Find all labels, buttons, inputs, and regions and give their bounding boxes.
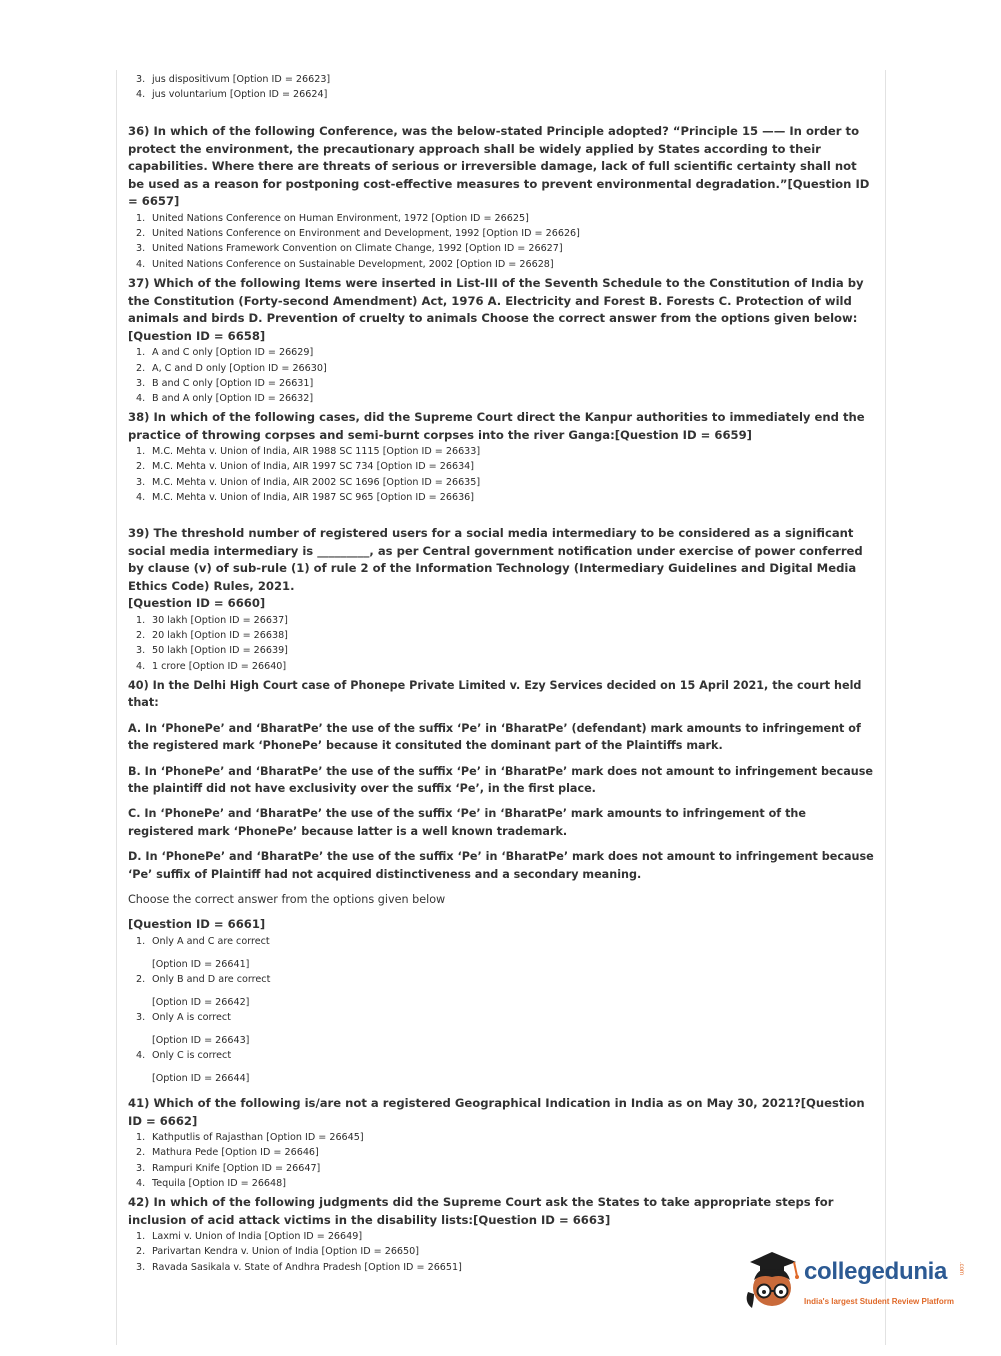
option-text: Rampuri Knife [Option ID = 26647] [152,1162,321,1174]
option-item [136,1176,875,1191]
question-id: [Question ID = 6661] [128,917,266,932]
question-39 [127,525,875,674]
option-item [136,241,875,256]
option-number: 4. [136,491,146,503]
option-text: Only B and D are correct [152,974,271,986]
option-item [136,226,875,241]
option-number: 2. [136,1246,146,1258]
option-item [136,391,875,406]
option-item [136,659,875,674]
option-id: [Option ID = 26643] [152,1035,250,1047]
question-37 [127,275,875,406]
option-number: 2. [136,362,146,374]
option-number: 1. [136,446,146,458]
logo-wordmark: collegedunia [804,1258,948,1285]
option-list [127,72,875,102]
question-text: 38) In which of the following cases, did the Supreme Court direct the Kanpur authorities to immediately end the practice of throwing corpses and semi-burnt corpses into the river Ganga:[Question ID = 6659] [128,410,865,442]
option-item [136,257,875,272]
option-number: 3. [136,476,146,488]
option-number: 3. [136,1261,146,1273]
option-text: Ravada Sasikala v. State of Andhra Pradesh [Option ID = 26651] [152,1261,462,1273]
option-text: United Nations Conference on Sustainable Development, 2002 [Option ID = 26628] [152,258,554,270]
option-item [136,475,875,490]
option-text: Tequila [Option ID = 26648] [152,1177,286,1189]
option-text: A and C only [Option ID = 26629] [152,347,314,359]
option-item [136,490,875,505]
statement-b: B. In ‘PhonePe’ and ‘BharatPe’ the use of the suffix ‘Pe’ in ‘BharatPe’ mark does not amount to infringement because the plaintiff did not have exclusivity over the suffix ‘Pe’, in the first place. [128,764,874,796]
option-number: 1. [136,212,146,224]
option-list [127,1130,875,1191]
option-number: 4. [136,1177,146,1189]
option-item [136,1161,875,1176]
option-item [136,211,875,226]
option-text: Only A is correct [152,1012,231,1024]
question-id: [Question ID = 6660] [128,596,266,611]
option-number: 3. [136,243,146,255]
question-38 [127,409,875,505]
option-text: M.C. Mehta v. Union of India, AIR 1997 SC 734 [Option ID = 26634] [152,461,475,473]
option-number: 3. [136,1012,146,1024]
option-text: 30 lakh [Option ID = 26637] [152,614,288,626]
option-number: 2. [136,228,146,240]
option-text: 1 crore [Option ID = 26640] [152,660,287,672]
question-35-tail [127,72,875,102]
option-item [136,1229,875,1244]
option-number: 1. [136,1231,146,1243]
option-item [136,643,875,658]
option-text: B and A only [Option ID = 26632] [152,392,314,404]
option-number: 1. [136,614,146,626]
option-number: 4. [136,392,146,404]
option-item [136,376,875,391]
logo-tagline: India's largest Student Review Platform [804,1297,954,1306]
option-text: United Nations Framework Convention on Climate Change, 1992 [Option ID = 26627] [152,243,563,255]
choose-instruction: Choose the correct answer from the options given below [128,893,446,907]
option-item [136,459,875,474]
option-text: United Nations Conference on Environment and Development, 1992 [Option ID = 26626] [152,228,580,240]
statement-c: C. In ‘PhonePe’ and ‘BharatPe’ the use of the suffix ‘Pe’ in ‘BharatPe’ mark amounts to infringement of the registered mark ‘PhonePe’ because latter is a well known trademark. [128,807,806,838]
question-41 [127,1095,875,1191]
option-item [136,613,875,628]
question-text: 41) Which of the following is/are not a registered Geographical Indication in India as on May 30, 2021?[Question ID = 6662] [128,1096,865,1128]
option-item [136,934,875,949]
option-list [127,934,875,1086]
option-number: 4. [136,1050,146,1062]
option-text: Only A and C are correct [152,936,270,948]
collegedunia-logo[interactable] [742,1250,968,1316]
option-item [136,628,875,643]
option-id: [Option ID = 26644] [152,1073,250,1085]
option-text: Laxmi v. Union of India [Option ID = 26649] [152,1231,363,1243]
question-text: 37) Which of the following Items were inserted in List-III of the Seventh Schedule to the Constitution of India by the Constitution (Forty-second Amendment) Act, 1976 A. Electricity and Forest B. Forests C. Protection of wild animals and birds D. Prevention of cruelty to animals Choose the correct answer from the options given below:[Question ID = 6658] [128,276,864,343]
option-item [136,1010,875,1025]
option-text: B and C only [Option ID = 26631] [152,377,314,389]
option-text: Only C is correct [152,1050,232,1062]
option-id: [Option ID = 26641] [152,959,250,971]
option-text: M.C. Mehta v. Union of India, AIR 1987 SC 965 [Option ID = 26636] [152,491,475,503]
option-number: 1. [136,1132,146,1144]
option-number: 4. [136,660,146,672]
option-text: M.C. Mehta v. Union of India, AIR 2002 SC 1696 [Option ID = 26635] [152,476,481,488]
option-item [136,1048,875,1063]
logo-tld: .com [958,1262,964,1276]
option-text: jus dispositivum [Option ID = 26623] [152,74,331,85]
option-number: 3. [136,377,146,389]
option-number: 2. [136,461,146,473]
option-list [127,613,875,674]
option-text: jus voluntarium [Option ID = 26624] [152,89,328,101]
option-number: 2. [136,974,146,986]
option-text: Parivartan Kendra v. Union of India [Option ID = 26650] [152,1246,419,1258]
option-text: 50 lakh [Option ID = 26639] [152,645,288,657]
statement-d: D. In ‘PhonePe’ and ‘BharatPe’ the use of the suffix ‘Pe’ in ‘BharatPe’ mark does not amount to infringement because ‘Pe’ suffix of Plaintiff had not acquired distinctiveness and a secondary meaning. [128,850,874,881]
option-number: 3. [136,1162,146,1174]
option-item [136,1145,875,1160]
option-text: Mathura Pede [Option ID = 26646] [152,1147,319,1159]
option-number: 2. [136,1147,146,1159]
question-text: 42) In which of the following judgments did the Supreme Court ask the States to take appropriate steps for inclusion of acid attack victims in the disability lists:[Question ID = 6663] [128,1195,834,1227]
option-list [127,345,875,406]
question-text: 40) In the Delhi High Court case of Phonepe Private Limited v. Ezy Services decided on 15 April 2021, the court held that: [128,679,862,710]
option-number: 1. [136,936,146,948]
option-number: 2. [136,630,146,642]
option-text: A, C and D only [Option ID = 26630] [152,362,327,374]
question-text: 36) In which of the following Conference, was the below-stated Principle adopted? “Principle 15 —— In order to protect the environment, the precautionary approach shall be widely applied by States according to their capabilities. Where there are threats of serious or irreversible damage, lack of full scientific certainty shall not be used as a reason for postponing cost-effective measures to prevent environmental degradation.”[Question ID = 6657] [128,124,870,209]
mascot-icon [742,1250,800,1314]
option-list [127,211,875,272]
question-text: 39) The threshold number of registered users for a social media intermediary to be considered as a significant social media intermediary is _________, as per Central government notification under exercise of power conferred by clause (v) of sub-rule (1) of rule 2 of the Information Technology (Intermediary Guidelines and Digital Media Ethics Code) Rules, 2021. [128,526,863,593]
option-text: M.C. Mehta v. Union of India, AIR 1988 SC 1115 [Option ID = 26633] [152,446,481,458]
option-item [136,361,875,376]
option-text: 20 lakh [Option ID = 26638] [152,630,288,642]
option-id: [Option ID = 26642] [152,997,250,1009]
option-item [136,345,875,360]
option-item [136,444,875,459]
option-number: 4. [136,258,146,270]
option-item [136,72,875,87]
option-list [127,444,875,505]
statement-a: A. In ‘PhonePe’ and ‘BharatPe’ the use of the suffix ‘Pe’ in ‘BharatPe’ (defendant) mark amounts to infringement of the registered mark ‘PhonePe’ because it consituted the dominant part of the Plaintiffs mark. [128,721,861,753]
option-number: 3. [136,645,146,657]
question-40 [127,677,875,1086]
option-item [136,1130,875,1145]
option-number: 1. [136,347,146,359]
option-item [136,972,875,987]
option-number: 4. [136,89,146,101]
option-text: United Nations Conference on Human Environment, 1972 [Option ID = 26625] [152,212,529,224]
question-36 [127,123,875,272]
option-number: 3. [136,74,146,85]
option-text: Kathputlis of Rajasthan [Option ID = 26645] [152,1132,364,1144]
option-item [136,87,875,102]
